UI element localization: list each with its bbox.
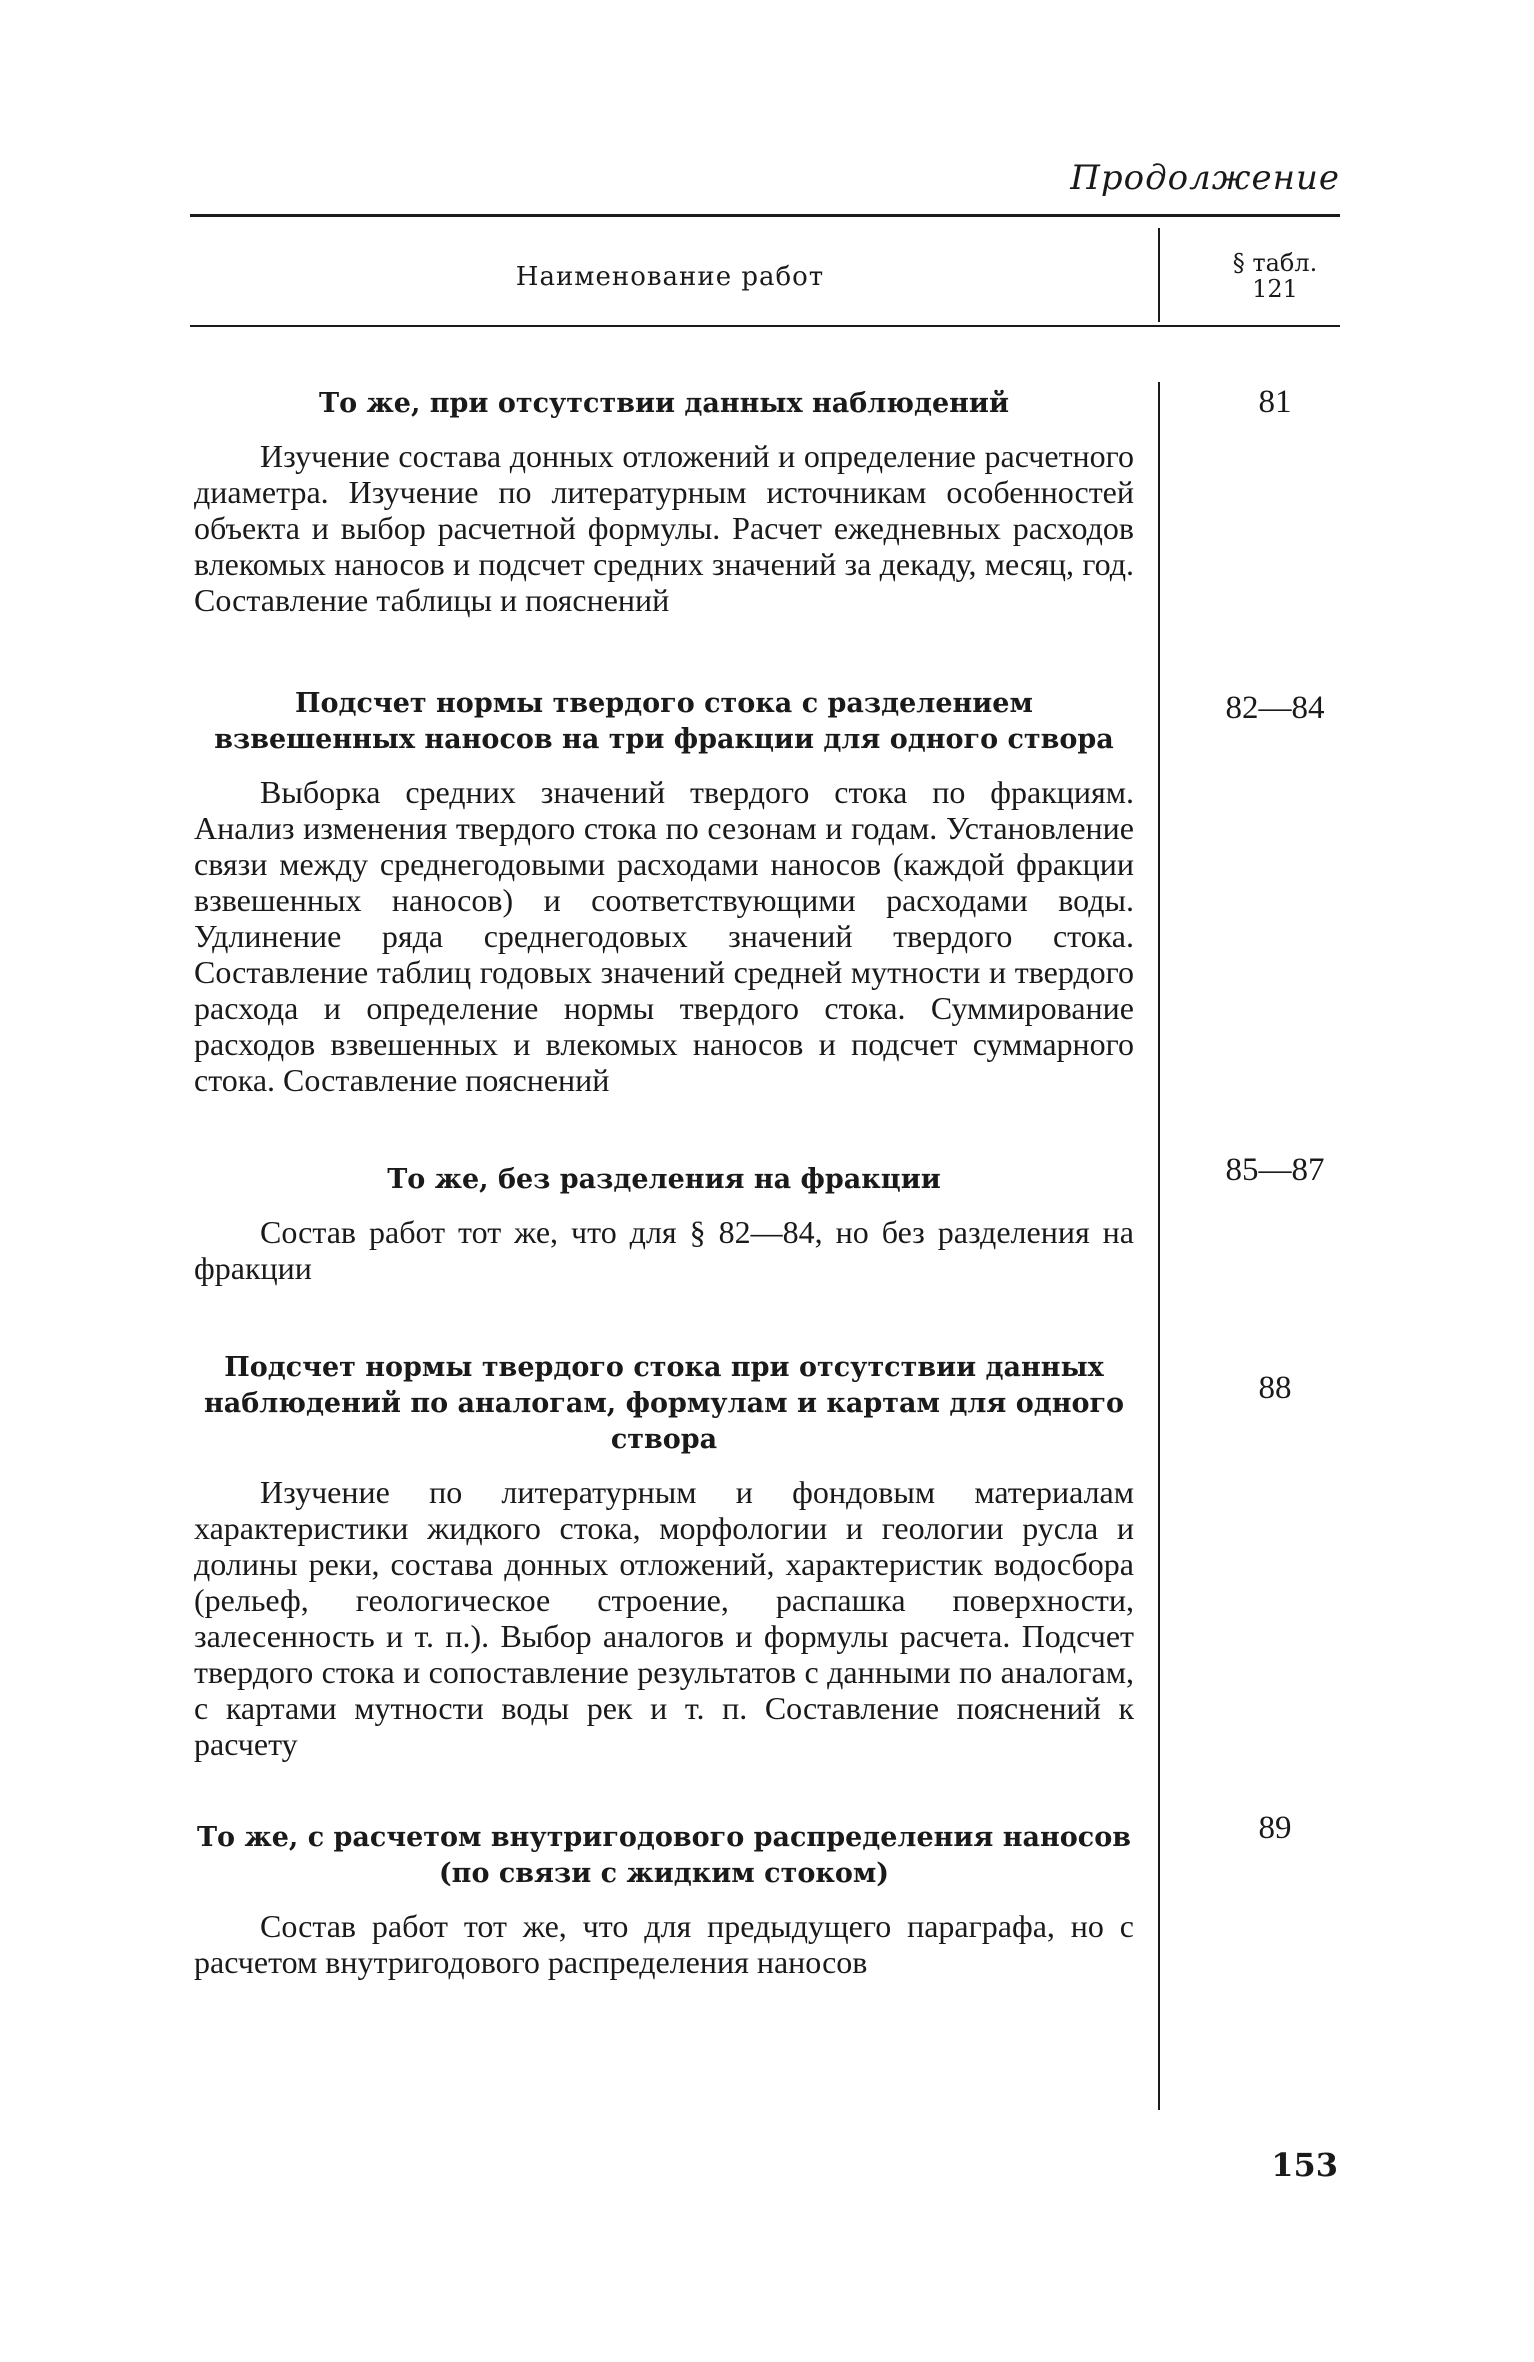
section-reference: 81 [1258, 384, 1292, 420]
column-header-ref-line2: 121 [1252, 275, 1298, 303]
section-reference: 85—87 [1225, 1152, 1325, 1188]
header-column-divider [1158, 228, 1160, 322]
section-description: Изучение по литературным и фондовым материалам характеристики жидкого стока, морфологии и геологии русла и долины реки, состава донных отложений, характеристик водосбора (рельеф, геологическое строение, распашка поверхности, залесенность и т. п.). Выбор аналогов и формулы расчета. Подсчет твердого стока и сопоставление результатов с данными по аналогам, с картами мутности воды рек и т. п. Составление пояснений к расчету [194, 1474, 1134, 1762]
continued-label: Продолжение [1070, 158, 1340, 198]
table-row [194, 1820, 1134, 1980]
column-header-table-ref [1180, 250, 1370, 302]
column-header-work-name: Наименование работ [515, 262, 825, 292]
section-description: Состав работ тот же, что для предыдущего параграфа, но с расчетом внутригодового распределения наносов [194, 1908, 1134, 1980]
section-description: Состав работ тот же, что для § 82—84, но без разделения на фракции [194, 1214, 1134, 1286]
section-title: То же, без разделения на фракции [387, 1164, 941, 1195]
body-column-divider [1158, 382, 1160, 2110]
table-row [194, 386, 1134, 618]
table-top-rule [190, 214, 1340, 217]
section-reference: 89 [1258, 1810, 1292, 1846]
section-title: Подсчет нормы твердого стока с разделением взвешенных наносов на три фракции для одного створа [214, 688, 1114, 755]
section-reference: 82—84 [1225, 690, 1325, 726]
section-title: То же, с расчетом внутригодового распределения наносов (по связи с жидким стоком) [196, 1822, 1132, 1889]
section-reference: 88 [1258, 1370, 1292, 1406]
table-row [194, 1162, 1134, 1286]
page-number: 153 [1271, 2146, 1338, 2184]
table-row [194, 1350, 1134, 1762]
section-title: То же, при отсутствии данных наблюдений [319, 388, 1009, 419]
column-header-ref-line1: § табл. [1232, 249, 1318, 277]
section-title: Подсчет нормы твердого стока при отсутствии данных наблюдений по аналогам, формулам и картам для одного створа [203, 1352, 1125, 1455]
section-description: Выборка средних значений твердого стока по фракциям. Анализ изменения твердого стока по сезонам и годам. Установление связи между среднегодовыми расходами наносов (каждой фракции взвешенных наносов) и соответствующими расходами воды. Удлинение ряда среднегодовых значений твердого стока. Составление таблиц годовых значений средней мутности и твердого расхода и определение нормы твердого стока. Суммирование расходов взвешенных и влекомых наносов и подсчет суммарного стока. Составление пояснений [194, 774, 1134, 1098]
table-row [194, 686, 1134, 1098]
header-bottom-rule [190, 325, 1340, 327]
section-description: Изучение состава донных отложений и определение расчетного диаметра. Изучение по литературным источникам особенностей объекта и выбор расчетной формулы. Расчет ежедневных расходов влекомых наносов и подсчет средних значений за декаду, месяц, год. Составление таблицы и пояснений [194, 438, 1134, 618]
